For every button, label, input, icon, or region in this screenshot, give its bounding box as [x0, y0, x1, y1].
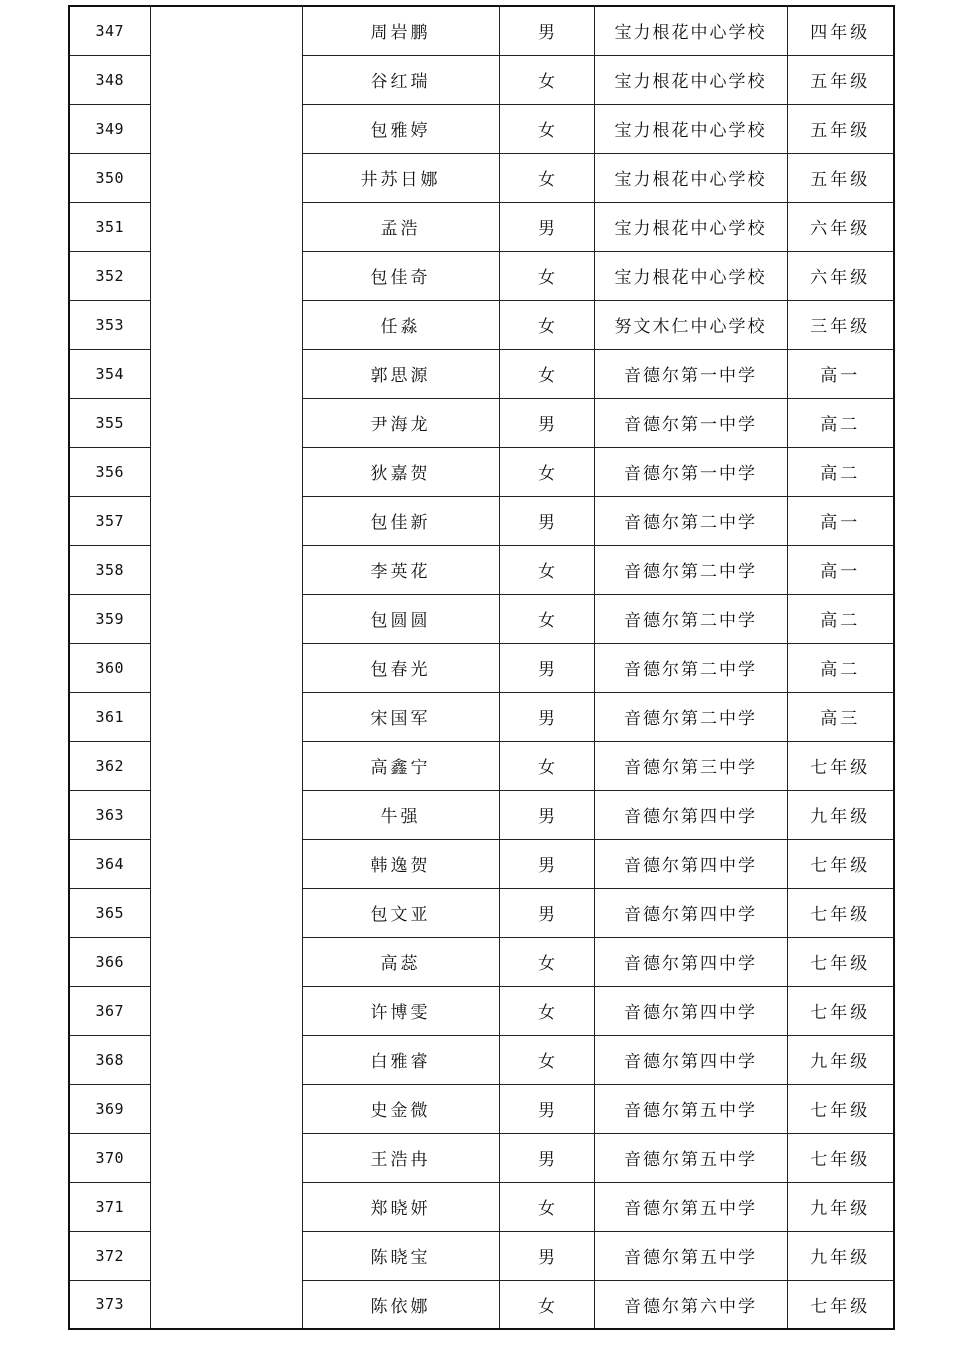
row-number-cell: 356: [69, 447, 150, 496]
student-name-cell: 牛强: [302, 790, 499, 839]
grade-cell: 七年级: [787, 1280, 894, 1329]
student-name-cell: 王浩冉: [302, 1133, 499, 1182]
region-cell: [150, 594, 302, 643]
gender-cell: 女: [499, 937, 594, 986]
gender-cell: 男: [499, 1231, 594, 1280]
table-row: [69, 1182, 894, 1231]
row-number-cell: 367: [69, 986, 150, 1035]
student-name-cell: 任淼: [302, 300, 499, 349]
grade-cell: 七年级: [787, 986, 894, 1035]
gender-cell: 女: [499, 447, 594, 496]
gender-cell: 女: [499, 1035, 594, 1084]
grade-cell: 五年级: [787, 55, 894, 104]
grade-cell: 高一: [787, 349, 894, 398]
region-cell: [150, 349, 302, 398]
row-number-cell: 365: [69, 888, 150, 937]
table-row: [69, 741, 894, 790]
grade-cell: 九年级: [787, 790, 894, 839]
table-row: [69, 545, 894, 594]
table-row: [69, 496, 894, 545]
row-number-cell: 349: [69, 104, 150, 153]
grade-cell: 高二: [787, 594, 894, 643]
school-cell: 音德尔第一中学: [594, 349, 787, 398]
row-number-cell: 359: [69, 594, 150, 643]
region-cell: [150, 1182, 302, 1231]
gender-cell: 男: [499, 6, 594, 55]
grade-cell: 高二: [787, 447, 894, 496]
region-cell: [150, 398, 302, 447]
table-row: [69, 986, 894, 1035]
grade-cell: 六年级: [787, 251, 894, 300]
grade-cell: 七年级: [787, 1084, 894, 1133]
row-number-cell: 363: [69, 790, 150, 839]
table-row: [69, 153, 894, 202]
table-row: [69, 104, 894, 153]
row-number-cell: 350: [69, 153, 150, 202]
region-cell: [150, 496, 302, 545]
gender-cell: 男: [499, 1133, 594, 1182]
grade-cell: 五年级: [787, 153, 894, 202]
school-cell: 宝力根花中心学校: [594, 251, 787, 300]
table-row: [69, 1084, 894, 1133]
table-row: [69, 888, 894, 937]
region-cell: [150, 300, 302, 349]
region-cell: [150, 6, 302, 55]
grade-cell: 三年级: [787, 300, 894, 349]
gender-cell: 男: [499, 398, 594, 447]
gender-cell: 女: [499, 153, 594, 202]
table-row: [69, 202, 894, 251]
student-name-cell: 高蕊: [302, 937, 499, 986]
row-number-cell: 366: [69, 937, 150, 986]
row-number-cell: 358: [69, 545, 150, 594]
student-name-cell: 包春光: [302, 643, 499, 692]
table-row: [69, 398, 894, 447]
gender-cell: 女: [499, 1280, 594, 1329]
row-number-cell: 348: [69, 55, 150, 104]
student-list-table: [68, 5, 895, 1330]
student-name-cell: 井苏日娜: [302, 153, 499, 202]
student-name-cell: 狄嘉贺: [302, 447, 499, 496]
grade-cell: 七年级: [787, 1133, 894, 1182]
table-row: [69, 251, 894, 300]
region-cell: [150, 55, 302, 104]
student-name-cell: 郭思源: [302, 349, 499, 398]
region-cell: [150, 839, 302, 888]
region-cell: [150, 202, 302, 251]
grade-cell: 九年级: [787, 1035, 894, 1084]
school-cell: 音德尔第四中学: [594, 986, 787, 1035]
student-name-cell: 白雅睿: [302, 1035, 499, 1084]
row-number-cell: 373: [69, 1280, 150, 1329]
region-cell: [150, 153, 302, 202]
gender-cell: 男: [499, 839, 594, 888]
school-cell: 音德尔第五中学: [594, 1133, 787, 1182]
table-row: [69, 447, 894, 496]
student-name-cell: 谷红瑞: [302, 55, 499, 104]
row-number-cell: 353: [69, 300, 150, 349]
row-number-cell: 371: [69, 1182, 150, 1231]
row-number-cell: 368: [69, 1035, 150, 1084]
student-name-cell: 包圆圆: [302, 594, 499, 643]
region-cell: [150, 447, 302, 496]
table-row: [69, 1280, 894, 1329]
school-cell: 音德尔第四中学: [594, 1035, 787, 1084]
region-cell: [150, 888, 302, 937]
gender-cell: 男: [499, 1084, 594, 1133]
region-cell: [150, 545, 302, 594]
region-cell: [150, 1084, 302, 1133]
gender-cell: 男: [499, 202, 594, 251]
region-cell: [150, 741, 302, 790]
table-row: [69, 55, 894, 104]
grade-cell: 七年级: [787, 888, 894, 937]
student-name-cell: 周岩鹏: [302, 6, 499, 55]
gender-cell: 女: [499, 251, 594, 300]
row-number-cell: 372: [69, 1231, 150, 1280]
school-cell: 宝力根花中心学校: [594, 202, 787, 251]
student-name-cell: 宋国军: [302, 692, 499, 741]
school-cell: 音德尔第四中学: [594, 888, 787, 937]
school-cell: 宝力根花中心学校: [594, 153, 787, 202]
school-cell: 音德尔第四中学: [594, 937, 787, 986]
row-number-cell: 364: [69, 839, 150, 888]
student-name-cell: 包佳奇: [302, 251, 499, 300]
school-cell: 音德尔第四中学: [594, 790, 787, 839]
school-cell: 努文木仁中心学校: [594, 300, 787, 349]
school-cell: 音德尔第五中学: [594, 1084, 787, 1133]
row-number-cell: 347: [69, 6, 150, 55]
grade-cell: 九年级: [787, 1182, 894, 1231]
school-cell: 宝力根花中心学校: [594, 104, 787, 153]
school-cell: 音德尔第二中学: [594, 643, 787, 692]
gender-cell: 女: [499, 55, 594, 104]
row-number-cell: 369: [69, 1084, 150, 1133]
student-name-cell: 孟浩: [302, 202, 499, 251]
grade-cell: 五年级: [787, 104, 894, 153]
grade-cell: 九年级: [787, 1231, 894, 1280]
region-cell: [150, 1035, 302, 1084]
student-name-cell: 陈晓宝: [302, 1231, 499, 1280]
gender-cell: 男: [499, 790, 594, 839]
region-cell: [150, 986, 302, 1035]
grade-cell: 四年级: [787, 6, 894, 55]
gender-cell: 女: [499, 741, 594, 790]
region-cell: [150, 937, 302, 986]
student-name-cell: 陈依娜: [302, 1280, 499, 1329]
region-cell: [150, 692, 302, 741]
gender-cell: 男: [499, 643, 594, 692]
gender-cell: 男: [499, 888, 594, 937]
gender-cell: 女: [499, 594, 594, 643]
student-name-cell: 包佳新: [302, 496, 499, 545]
school-cell: 音德尔第五中学: [594, 1182, 787, 1231]
student-name-cell: 尹海龙: [302, 398, 499, 447]
grade-cell: 七年级: [787, 839, 894, 888]
grade-cell: 高三: [787, 692, 894, 741]
school-cell: 音德尔第一中学: [594, 447, 787, 496]
student-name-cell: 郑晓妍: [302, 1182, 499, 1231]
row-number-cell: 362: [69, 741, 150, 790]
gender-cell: 女: [499, 349, 594, 398]
gender-cell: 男: [499, 496, 594, 545]
grade-cell: 七年级: [787, 937, 894, 986]
gender-cell: 女: [499, 986, 594, 1035]
school-cell: 音德尔第二中学: [594, 692, 787, 741]
row-number-cell: 355: [69, 398, 150, 447]
table-row: [69, 1133, 894, 1182]
row-number-cell: 354: [69, 349, 150, 398]
grade-cell: 高一: [787, 545, 894, 594]
gender-cell: 女: [499, 1182, 594, 1231]
school-cell: 宝力根花中心学校: [594, 55, 787, 104]
grade-cell: 高二: [787, 398, 894, 447]
school-cell: 宝力根花中心学校: [594, 6, 787, 55]
table-row: [69, 692, 894, 741]
grade-cell: 七年级: [787, 741, 894, 790]
gender-cell: 女: [499, 104, 594, 153]
student-name-cell: 许博雯: [302, 986, 499, 1035]
row-number-cell: 357: [69, 496, 150, 545]
table-row: [69, 300, 894, 349]
row-number-cell: 351: [69, 202, 150, 251]
region-cell: [150, 251, 302, 300]
row-number-cell: 361: [69, 692, 150, 741]
row-number-cell: 370: [69, 1133, 150, 1182]
table-row: [69, 6, 894, 55]
school-cell: 音德尔第六中学: [594, 1280, 787, 1329]
school-cell: 音德尔第三中学: [594, 741, 787, 790]
gender-cell: 女: [499, 300, 594, 349]
grade-cell: 高二: [787, 643, 894, 692]
school-cell: 音德尔第一中学: [594, 398, 787, 447]
table-row: [69, 349, 894, 398]
grade-cell: 六年级: [787, 202, 894, 251]
student-name-cell: 包雅婷: [302, 104, 499, 153]
region-cell: [150, 643, 302, 692]
region-cell: [150, 1133, 302, 1182]
region-cell: [150, 1231, 302, 1280]
row-number-cell: 360: [69, 643, 150, 692]
school-cell: 音德尔第二中学: [594, 594, 787, 643]
table-row: [69, 643, 894, 692]
student-name-cell: 韩逸贺: [302, 839, 499, 888]
school-cell: 音德尔第二中学: [594, 545, 787, 594]
table-body: [69, 6, 894, 1329]
school-cell: 音德尔第二中学: [594, 496, 787, 545]
gender-cell: 男: [499, 692, 594, 741]
student-name-cell: 李英花: [302, 545, 499, 594]
grade-cell: 高一: [787, 496, 894, 545]
school-cell: 音德尔第四中学: [594, 839, 787, 888]
region-cell: [150, 1280, 302, 1329]
table-row: [69, 1231, 894, 1280]
table-row: [69, 790, 894, 839]
student-name-cell: 包文亚: [302, 888, 499, 937]
school-cell: 音德尔第五中学: [594, 1231, 787, 1280]
region-cell: [150, 104, 302, 153]
row-number-cell: 352: [69, 251, 150, 300]
student-name-cell: 高鑫宁: [302, 741, 499, 790]
table-row: [69, 594, 894, 643]
gender-cell: 女: [499, 545, 594, 594]
table-row: [69, 1035, 894, 1084]
region-cell: [150, 790, 302, 839]
table-row: [69, 839, 894, 888]
student-name-cell: 史金微: [302, 1084, 499, 1133]
table-row: [69, 937, 894, 986]
